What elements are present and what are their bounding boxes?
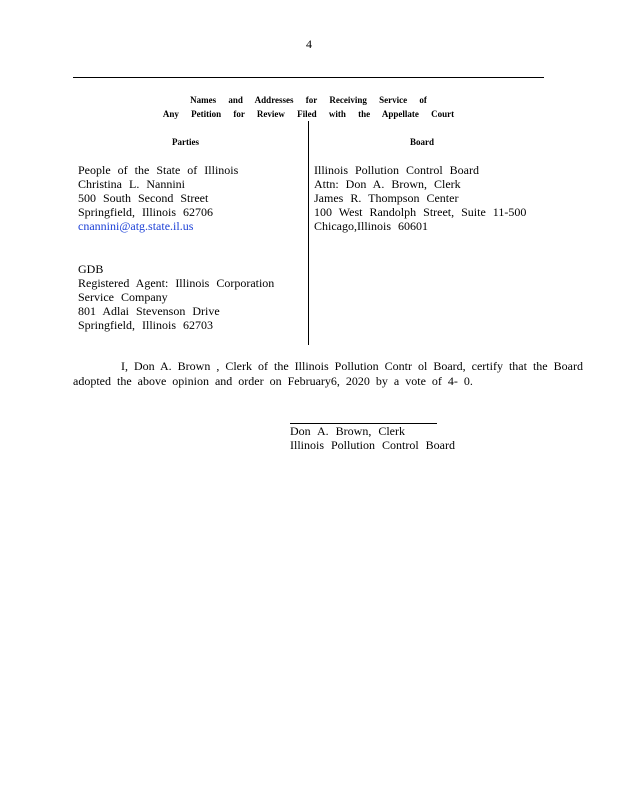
parties-column-heading: Parties: [172, 137, 199, 147]
board-building: James R. Thompson Center: [314, 191, 459, 205]
party-street: 801 Adlai Stevenson Drive: [78, 304, 220, 318]
party-address-gdb: [78, 262, 274, 332]
party-street: 500 South Second Street: [78, 191, 209, 205]
board-street: 100 West Randolph Street, Suite 11-500: [314, 205, 527, 219]
party-name: People of the State of Illinois: [78, 163, 239, 177]
column-divider: [308, 121, 309, 345]
service-heading-line-2: Any Petition for Review Filed with the Appellate Court: [162, 109, 455, 119]
board-city: Chicago,Illinois 60601: [314, 219, 428, 233]
party-city: Springfield, Illinois 62706: [78, 205, 213, 219]
signature-block: [290, 424, 455, 452]
board-name: Illinois Pollution Control Board: [314, 163, 480, 177]
signature-name: Don A. Brown, Clerk: [290, 424, 405, 438]
signature-title: Illinois Pollution Control Board: [290, 438, 456, 452]
party-city: Springfield, Illinois 62703: [78, 318, 213, 332]
party-agent-company: Service Company: [78, 290, 168, 304]
certification-paragraph: [73, 359, 583, 389]
service-heading-line-1: Names and Addresses for Receiving Service of: [190, 95, 427, 105]
board-attention: Attn: Don A. Brown, Clerk: [314, 177, 461, 191]
party-email-link[interactable]: cnannini@atg.state.il.us: [78, 219, 194, 233]
party-address-attorney-general: [78, 163, 238, 233]
certification-line-1: I, Don A. Brown , Clerk of the Illinois Pollution Contr ol Board, certify that the Board: [121, 359, 583, 373]
party-contact: Christina L. Nannini: [78, 177, 185, 191]
horizontal-rule: [73, 77, 544, 78]
page-number: 4: [306, 37, 312, 51]
party-name: GDB: [78, 262, 104, 276]
certification-line-2: adopted the above opinion and order on February6, 2020 by a vote of 4- 0.: [73, 374, 473, 388]
party-agent: Registered Agent: Illinois Corporation: [78, 276, 275, 290]
board-column-heading: Board: [410, 137, 435, 147]
board-address: [314, 163, 526, 233]
